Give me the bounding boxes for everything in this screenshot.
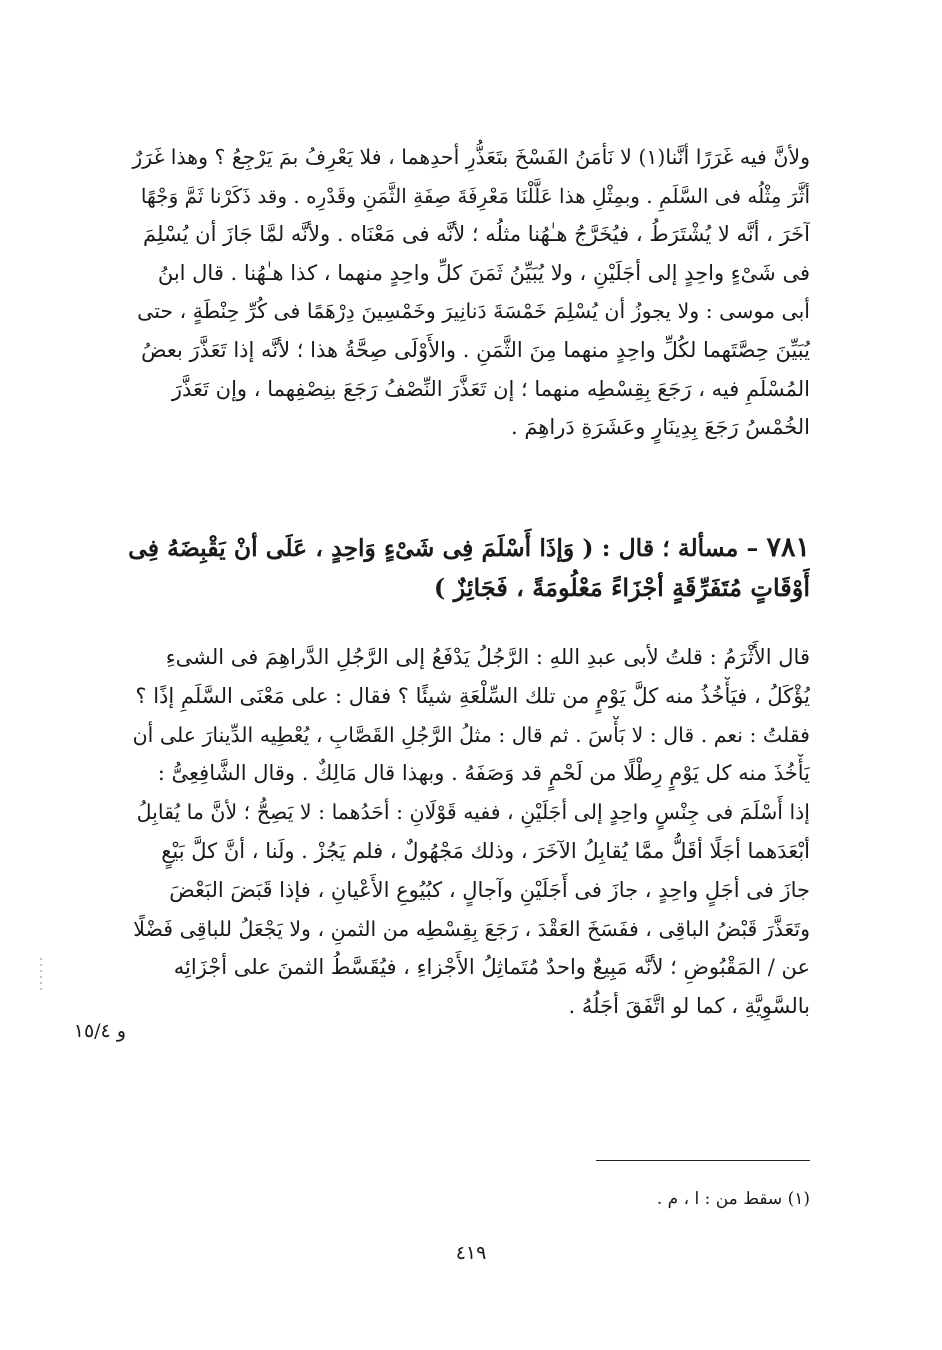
paragraph-opening	[128, 138, 810, 447]
text-line: يُبَيِّنَ حِصَّتَهما لكُلِّ واحِدٍ منهما مِنَ الثَّمَنِ . والأَوْلَى صِحَّةُ هذا ؛ لأنَّه إذا تَعَذَّرَ بعضُ	[141, 337, 810, 362]
text-line: فقلتُ : نعم . قال : لا بَأْسَ . ثم قال : مثلُ الرَّجُلِ القَصَّابِ ، يُعْطِيه الدِّينارَ على أن	[132, 722, 810, 747]
text-line: الخُمْسُ رَجَعَ بِدِينَارٍ وعَشَرَةِ دَراهِمَ .	[510, 415, 810, 440]
manuscript-margin-note: و ١٥/٤	[73, 1020, 126, 1042]
text-line: قال الأَثْرَمُ : قلتُ لأبى عبدِ اللهِ : الرَّجُلُ يَدْفَعُ إلى الرَّجُلِ الدَّراهِمَ فى الشىءِ	[165, 645, 810, 669]
page-number: ٤١٩	[455, 1242, 487, 1264]
paragraph-discussion	[128, 638, 810, 1026]
scan-speck	[40, 958, 42, 992]
text-line: جازَ فى أجَلٍ واحِدٍ ، جازَ فى أَجَلَيْنِ وآجالٍ ، كبُيُوعِ الأَعْيانِ ، فإذا قَبَضَ البَعْضَ	[169, 877, 810, 902]
text-line: إذا أَسْلَمَ فى جِنْسٍ واحِدٍ إلى أجَلَيْنِ ، ففيه قَوْلَانِ : أحَدُهما : لا يَصِحُّ ؛ لأنَّ ما يُقابِلُ	[136, 800, 810, 825]
text-line: يَأْخُذَ منه كل يَوْمٍ رِطْلًا من لَحْمٍ قد وَصَفَهُ . وبهذا قال مَالِكٌ . وقال الشَّافِعِىُّ :	[157, 761, 810, 786]
footnote-divider	[596, 1160, 810, 1161]
heading-line	[128, 528, 810, 568]
text-line: بالسَّوِيَّةِ ، كما لو اتَّفَقَ أجَلُهُ .	[568, 994, 810, 1019]
text-line: يُؤْكَلُ ، فيَأْخُذُ منه كلَّ يَوْمٍ من تلك السِّلْعَةِ شيئًا ؟ فقال : على مَعْنَى السَّلَمِ إذًا ؟	[135, 683, 810, 708]
text-line: فى شَىْءٍ واحِدٍ إلى أجَلَيْنِ ، ولا يُبَيِّنُ ثَمَنَ كلِّ واحِدٍ منهما ، كذا هـٰهُنا . قال ابنُ	[157, 260, 810, 285]
text-line: عن / المَقْبُوضِ ؛ لأنَّه مَبِيعٌ واحدٌ مُتَماثِلُ الأَجْزاءِ ، فيُقَسَّطُ الثمنَ على أجْزَائِه	[173, 955, 810, 980]
text-line: أبْعَدَهما أجَلًا أقَلُّ ممَّا يُقابِلُ الآخَرَ ، وذلك مَجْهُولٌ ، فلم يَجُزْ . ولَنا ، أنَّ كلَّ بَيْعٍ	[161, 838, 810, 863]
issue-heading	[128, 528, 810, 608]
heading-line: أَوْقَاتٍ مُتَفَرِّقَةٍ أجْزَاءً مَعْلُومَةً ، فَجَائِزٌ )	[433, 573, 810, 602]
heading-text: – مسألة ؛ قال : ( وَإذَا أَسْلَمَ فِى شَىْءٍ وَاحِدٍ ، عَلَى أنْ يَقْبِضَهُ فِى	[128, 534, 759, 562]
text-line: المُسْلَمِ فيه ، رَجَعَ بِقِسْطِه منهما ؛ إن تَعَذَّرَ النِّصْفُ رَجَعَ بنِصْفِهما ، وإن تَعَذَّرَ	[171, 376, 810, 401]
footnote: (١) سقط من : ا ، م .	[656, 1189, 810, 1209]
text-line: أبى موسى : ولا يجوزُ أن يُسْلِمَ خَمْسَةَ دَنانِيرَ وخَمْسِينَ دِرْهَمًا فى كُرِّ حِنْطَةٍ ، حتى	[137, 299, 810, 324]
issue-number: ٧٨١	[766, 532, 810, 563]
text-line: وتَعَذَّرَ قَبْضُ الباقِى ، ففَسَخَ العَقْدَ ، رَجَعَ بِقِسْطِه من الثمنِ ، ولا يَجْعَلُ للباقِى فَضْلًا	[133, 916, 810, 941]
text-line: أثَّرَ مِثْلُه فى السَّلَمِ . وبمِثْلِ هذا عَلَّلْنَا مَعْرِفَةَ صِفَةِ الثَّمَنِ وقَدْرِه . وقد ذَكَرْنا ثَمَّ وَجْهًا	[140, 183, 810, 208]
text-line: ولأنَّ فيه غَرَرًا أنَّنا(١) لا نَأمَنُ الفَسْخَ بتَعَذُّرِ أحدِهما ، فلا يَعْرِفُ بمَ يَرْجِعُ ؟ وهذا غَرَرٌ	[132, 145, 810, 169]
text-line: آخَرَ ، أنَّه لا يُشْتَرَطُ ، فيُخَرَّجُ هـٰهُنا مثلُه ؛ لأنَّه فى مَعْنَاه . ولأنَّه لمَّا جَازَ أن يُسْلِمَ	[143, 222, 810, 247]
